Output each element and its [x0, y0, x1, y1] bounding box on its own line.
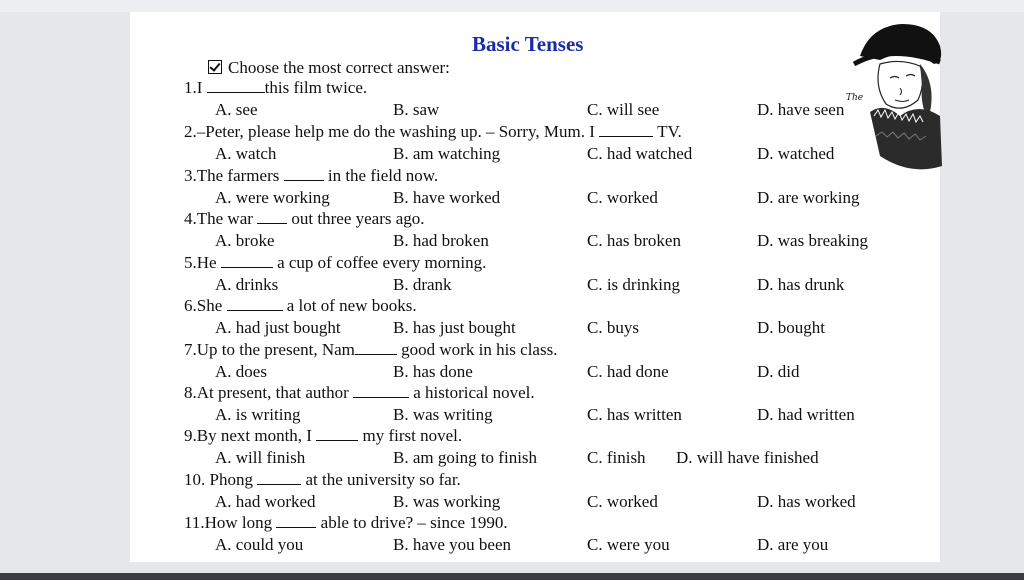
- question-number: 8.: [184, 383, 197, 402]
- option-c-q9: C. finish: [587, 448, 646, 467]
- option-b-q4: B. had broken: [393, 231, 489, 250]
- option-b-q5: B. drank: [393, 275, 452, 294]
- option-d-q10: D. has worked: [757, 492, 856, 511]
- question-text-end: a cup of coffee every morning.: [272, 253, 487, 272]
- option-b-q10: B. was working: [393, 492, 501, 511]
- option-d-q2: D. watched: [757, 144, 835, 163]
- question-text: The war: [196, 209, 258, 228]
- option-a-q8: A. is writing: [215, 405, 301, 424]
- option-a-q9: A. will finish: [215, 448, 306, 467]
- option-b-q2: B. am watching: [393, 144, 501, 163]
- option-c-q2: C. had watched: [587, 144, 693, 163]
- question-number: 9.: [184, 426, 197, 445]
- answer-blank: [316, 426, 358, 441]
- question-3: [184, 166, 438, 186]
- option-d-q7: D. did: [757, 362, 800, 381]
- option-b-q6: B. has just bought: [393, 318, 516, 337]
- question-6: [184, 296, 417, 316]
- option-a-q3: A. were working: [215, 188, 330, 207]
- question-text-end: in the field now.: [323, 166, 439, 185]
- question-7: [184, 340, 557, 360]
- option-d-q11: D. are you: [757, 535, 829, 554]
- question-text: At present, that author: [196, 383, 354, 402]
- option-b-q1: B. saw: [393, 100, 440, 119]
- question-text-end: a lot of new books.: [282, 296, 417, 315]
- answer-blank: [284, 166, 324, 181]
- option-a-q7: A. does: [215, 362, 267, 381]
- option-d-q4: D. was breaking: [757, 231, 868, 250]
- question-text-end: this film twice.: [264, 78, 368, 97]
- option-a-q6: A. had just bought: [215, 318, 341, 337]
- option-a-q10: A. had worked: [215, 492, 316, 511]
- question-number: 3.: [184, 166, 197, 185]
- option-c-q1: C. will see: [587, 100, 660, 119]
- option-a-q4: A. broke: [215, 231, 275, 250]
- answer-blank: [599, 122, 653, 137]
- option-d-q3: D. are working: [757, 188, 860, 207]
- question-number: 4.: [184, 209, 197, 228]
- option-c-q6: C. buys: [587, 318, 639, 337]
- question-8: [184, 383, 535, 403]
- answer-blank: [276, 513, 316, 528]
- answer-blank: [353, 383, 409, 398]
- option-b-q7: B. has done: [393, 362, 473, 381]
- option-c-q8: C. has written: [587, 405, 682, 424]
- question-5: [184, 253, 486, 273]
- question-text: I: [196, 78, 207, 97]
- question-text-end: a historical novel.: [409, 383, 535, 402]
- question-text: By next month, I: [196, 426, 317, 445]
- question-number: 1.: [184, 78, 197, 97]
- question-text: Phong: [209, 470, 258, 489]
- option-c-q7: C. had done: [587, 362, 669, 381]
- option-b-q11: B. have you been: [393, 535, 512, 554]
- question-10: [184, 470, 461, 490]
- question-text: She: [196, 296, 227, 315]
- answer-blank: [257, 209, 287, 224]
- question-9: [184, 426, 462, 446]
- answer-blank: [207, 78, 265, 93]
- option-c-q4: C. has broken: [587, 231, 681, 250]
- top-bar: [0, 0, 1024, 12]
- option-d-q9: D. will have finished: [676, 448, 819, 467]
- option-c-q10: C. worked: [587, 492, 658, 511]
- option-c-q11: C. were you: [587, 535, 670, 554]
- answer-blank: [221, 253, 273, 268]
- option-b-q8: B. was writing: [393, 405, 493, 424]
- option-a-q2: A. watch: [215, 144, 277, 163]
- answer-blank: [227, 296, 283, 311]
- answer-blank: [355, 340, 397, 355]
- option-a-q11: A. could you: [215, 535, 304, 554]
- instruction: [208, 58, 450, 78]
- option-c-q5: C. is drinking: [587, 275, 681, 294]
- question-number: 5.: [184, 253, 197, 272]
- option-b-q3: B. have worked: [393, 188, 501, 207]
- option-d-q6: D. bought: [757, 318, 825, 337]
- bottom-bar: [0, 573, 1024, 580]
- question-11: [184, 513, 508, 533]
- page-title: Basic Tenses: [472, 32, 584, 56]
- question-text: The farmers: [196, 166, 284, 185]
- option-a-q5: A. drinks: [215, 275, 279, 294]
- option-a-q1: A. see: [215, 100, 258, 119]
- decorative-illustration: [840, 16, 944, 176]
- question-text-end: TV.: [653, 122, 682, 141]
- instruction-text: Choose the most correct answer:: [228, 58, 450, 77]
- question-text-end: at the university so far.: [301, 470, 461, 489]
- question-2: [184, 122, 682, 142]
- illustration-caption: The: [846, 93, 864, 103]
- option-b-q9: B. am going to finish: [393, 448, 538, 467]
- question-text-end: good work in his class.: [396, 340, 558, 359]
- question-number: 10.: [184, 470, 210, 489]
- option-d-q5: D. has drunk: [757, 275, 845, 294]
- question-number: 6.: [184, 296, 197, 315]
- question-text-end: my first novel.: [358, 426, 463, 445]
- question-number: 2.: [184, 122, 197, 141]
- question-1: [184, 78, 367, 98]
- option-d-q8: D. had written: [757, 405, 855, 424]
- answer-blank: [257, 470, 301, 485]
- question-number: 11.: [184, 513, 205, 532]
- question-text: Up to the present, Nam: [196, 340, 355, 359]
- question-text: How long: [204, 513, 277, 532]
- option-c-q3: C. worked: [587, 188, 658, 207]
- option-d-q1: D. have seen: [757, 100, 845, 119]
- question-text: He: [196, 253, 221, 272]
- question-4: [184, 209, 425, 229]
- question-text-end: out three years ago.: [287, 209, 425, 228]
- question-text-end: able to drive? – since 1990.: [316, 513, 508, 532]
- question-text: –Peter, please help me do the washing up. – Sorry, Mum. I: [196, 122, 600, 141]
- checkbox-icon: [208, 60, 222, 74]
- question-number: 7.: [184, 340, 197, 359]
